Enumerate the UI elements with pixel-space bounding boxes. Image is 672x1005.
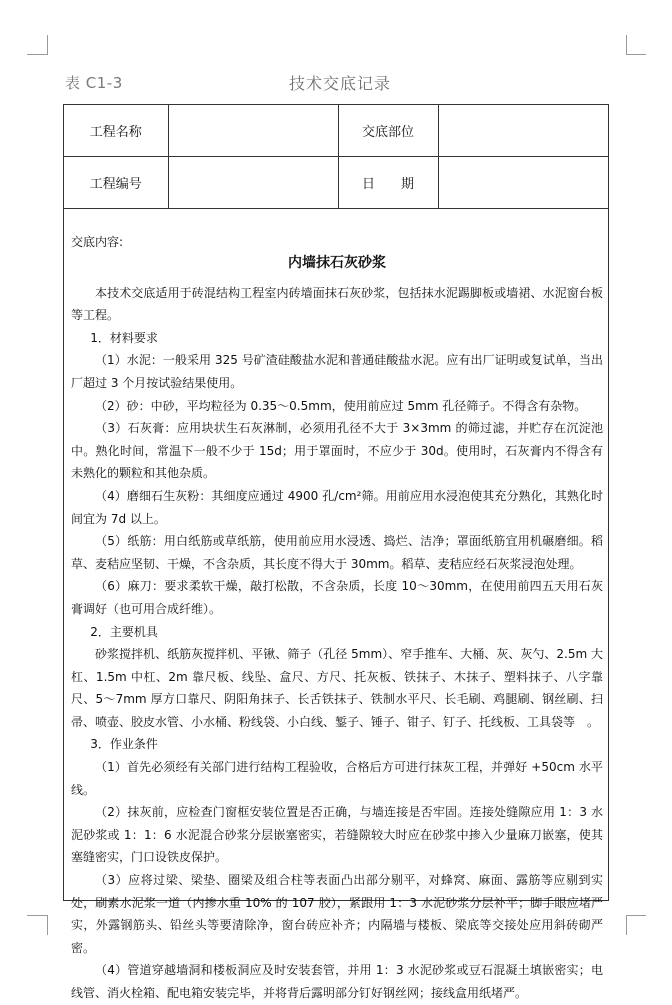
project-no-value <box>168 157 338 209</box>
project-name-label: 工程名称 <box>64 105 168 157</box>
condition-item: （3）应将过梁、梁垫、圈梁及组合柱等表面凸出部分剔平，对蜂窝、麻面、露筋等应剔到实处，刷素水泥浆一道（内掺水重 10% 的 107 胶），紧跟用 1：3 水泥砂浆分层补平；脚手眼应堵严实，外露钢筋头、铅丝头等要清除净，窗台砖应补齐；内隔墙与楼板、梁底等交接处应用斜砖砌严密。 <box>71 873 603 955</box>
condition-item: （1）首先必须经有关部门进行结构工程验收，合格后方可进行抹灰工程，并弹好 +50cm 水平线。 <box>71 760 603 797</box>
crop-mark-bottom-right-h <box>626 915 646 916</box>
heading-materials: 1．材料要求 <box>90 330 158 345</box>
date-value <box>438 157 608 209</box>
content-label: 交底内容: <box>71 235 124 249</box>
material-item: （4）磨细石生灰粉：其细度应通过 4900 孔/cm²筛。用前应用水浸泡使其充分熟化，其熟化时间宜为 7d 以上。 <box>71 488 603 526</box>
material-item: （3）石灰膏：应用块状生石灰淋制，必须用孔径不大于 3×3mm 的筛过滤，并贮存在沉淀池中。熟化时间，常温下一般不少于 15d；用于罩面时，不应少于 30d。使用时，石灰膏内不得含有未熟化的颗粒和其他杂质。 <box>71 421 603 481</box>
material-item: （6）麻刀：要求柔软干燥，敲打松散，不含杂质，长度 10～30mm，在使用前四五天用石灰膏调好（也可用合成纤维）。 <box>71 579 603 616</box>
date-label: 日 期 <box>338 157 438 209</box>
scope-paragraph: 本技术交底适用于砖混结构工程室内砖墙面抹石灰砂浆，包括抹水泥踢脚板或墙裙、水泥窗台板等工程。 <box>71 285 603 323</box>
tools-list: 砂浆搅拌机、纸筋灰搅拌机、平锹、筛子（孔径 5mm）、窄手推车、大桶、灰、灰勺、2.5m 大杠、1.5m 中杠、2m 靠尺板、线坠、盒尺、方尺、托灰板、铁抹子、木抹子、塑料抹子、八字靠尺、5～7mm 厚方口靠尺、阴阳角抹子、长舌铁抹子、铁制水平尺、长毛刷、鸡腿刷、钢丝刷、扫帚、喷壶、胶皮水管、小水桶、粉线袋、小白线、錾子、锤子、钳子、钉子、托线板、工具袋等 。 <box>71 647 603 729</box>
crop-mark-bottom-left-v <box>47 915 48 935</box>
crop-mark-bottom-left-h <box>27 915 47 916</box>
form-code: 表 C1-3 <box>65 74 123 92</box>
condition-item: （4）管道穿越墙洞和楼板洞应及时安装套管，并用 1：3 水泥砂浆或豆石混凝土填嵌密实；电线管、消火栓箱、配电箱安装完毕，并将背后露明部分钉好钢丝网；接线盒用纸堵严。 <box>71 963 603 1000</box>
crop-mark-top-right-h <box>626 54 646 55</box>
material-item: （2）砂：中砂，平均粒径为 0.35～0.5mm，使用前应过 5mm 孔径筛子。不得含有杂物。 <box>95 398 587 413</box>
crop-mark-top-right-v <box>626 35 627 55</box>
crop-mark-bottom-right-v <box>626 915 627 935</box>
section-title: 内墙抹石灰砂浆 <box>288 254 386 271</box>
handover-record-sheet <box>63 104 609 1000</box>
heading-tools: 2．主要机具 <box>90 624 158 639</box>
project-name-value <box>168 105 338 157</box>
project-no-label: 工程编号 <box>64 157 168 209</box>
material-item: （1）水泥：一般采用 325 号矿渣硅酸盐水泥和普通硅酸盐水泥。应有出厂证明或复试单，当出厂超过 3 个月按试验结果使用。 <box>71 353 603 390</box>
crop-mark-top-left-v <box>47 35 48 55</box>
heading-conditions: 3．作业条件 <box>90 737 158 752</box>
condition-item: （2）抹灰前，应检查门窗框安装位置是否正确，与墙连接是否牢固。连接处缝隙应用 1：3 水泥砂浆或 1：1：6 水泥混合砂浆分层嵌塞密实，若缝隙较大时应在砂浆中掺入少量麻刀嵌塞，使其塞缝密实，门口设铁皮保护。 <box>71 805 603 865</box>
handover-part-value <box>438 105 608 157</box>
form-title: 技术交底记录 <box>288 74 391 93</box>
handover-content <box>71 231 603 1005</box>
header-row-1 <box>64 105 608 157</box>
header-table <box>64 105 608 209</box>
handover-part-label: 交底部位 <box>338 105 438 157</box>
header-row-2 <box>64 157 608 209</box>
crop-mark-top-left-h <box>27 54 47 55</box>
material-item: （5）纸筋：用白纸筋或草纸筋，使用前应用水浸透、捣烂、洁净；罩面纸筋宜用机碾磨细。稻草、麦秸应坚韧、干燥，不含杂质，其长度不得大于 30mm。稻草、麦秸应经石灰浆浸泡处理。 <box>71 534 603 571</box>
